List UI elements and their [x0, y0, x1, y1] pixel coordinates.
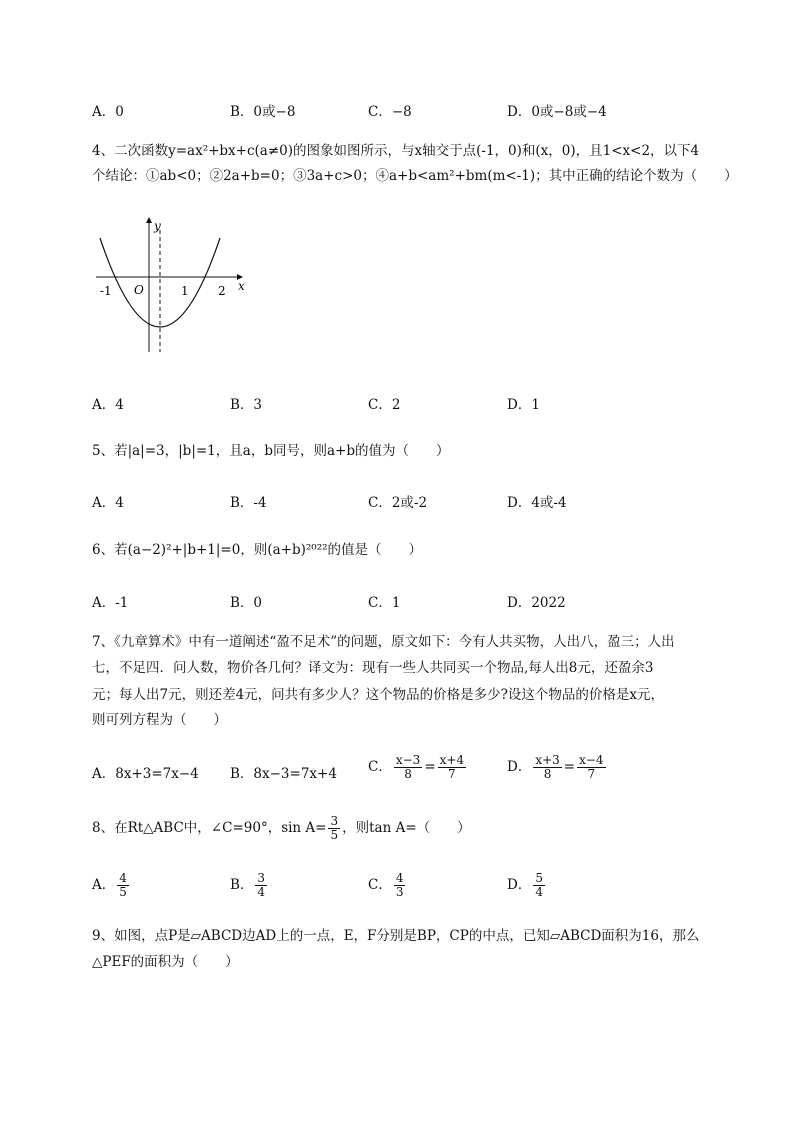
q3-option-a[interactable]: A．0 [92, 104, 124, 120]
q7-option-c-label: C． [368, 759, 392, 775]
q7-option-d-label: D． [507, 759, 532, 775]
q8-stem-suffix: ，则tan A=（ ） [342, 820, 471, 836]
origin-label: O [134, 283, 144, 297]
q3-option-c[interactable]: C．−8 [368, 104, 412, 120]
q6-option-b[interactable]: B．0 [230, 595, 263, 611]
q5-stem: 5、若|a|=3，|b|=1，且a，b同号，则a+b的值为（ ） [92, 443, 450, 459]
q3-option-d[interactable]: D．0或−8或−4 [507, 104, 607, 120]
q7-option-a[interactable]: A．8x+3=7x−4 [92, 766, 199, 782]
q4-option-c[interactable]: C．2 [368, 397, 401, 413]
q8-option-d[interactable]: D． $\frac{5}{4}$ [507, 871, 543, 899]
q6-option-a[interactable]: A．-1 [92, 595, 129, 611]
tick-minus-one: -1 [100, 284, 112, 298]
q8-sin-fraction: $\frac{3}{5}$ [330, 814, 339, 842]
q9-stem-line2: △PEF的面积为（ ） [92, 954, 239, 970]
tick-one: 1 [181, 284, 189, 298]
q6-stem: 6、若(a−2)²+|b+1|=0，则(a+b)²⁰²²的值是（ ） [92, 542, 423, 558]
q6-option-d[interactable]: D．2022 [507, 595, 566, 611]
q3-option-b[interactable]: B．0或−8 [230, 104, 296, 120]
q8-option-c[interactable]: C． $\frac{4}{3}$ [368, 871, 404, 899]
q8-stem-prefix: 8、在Rt△ABC中，∠C=90°，sin A= [92, 820, 327, 836]
q7-stem-line3: 元；每人出7元，则还差4元，问共有多少人？这个物品的价格是多少?设这个物品的价格是x元， [92, 687, 665, 703]
q5-option-c[interactable]: C．2或-2 [368, 495, 428, 511]
q4-parabola-graph [92, 212, 257, 362]
tick-two: 2 [218, 284, 226, 298]
q4-option-b[interactable]: B．3 [230, 397, 263, 413]
equals-sign: = [563, 759, 576, 775]
q7-option-c-fraction-left: $\frac{x-3}{8}$ [395, 753, 421, 781]
q8-stem [92, 815, 471, 842]
q7-option-c-fraction-right: $\frac{x+4}{7}$ [439, 753, 465, 781]
y-axis-label: y [154, 219, 161, 233]
q7-option-d[interactable] [507, 754, 608, 781]
x-axis-label: x [238, 279, 245, 293]
q9-stem-line1: 9、如图，点P是▱ABCD边AD上的一点，E，F分别是BP，CP的中点，已知▱ABCD面积为16，那么 [92, 928, 700, 944]
q6-option-c[interactable]: C．1 [368, 595, 401, 611]
q7-option-b[interactable]: B．8x−3=7x+4 [230, 766, 337, 782]
q4-stem-line1: 4、二次函数y=ax²+bx+c(a≠0)的图象如图所示，与x轴交于点(-1，0)和(x，0)，且1<x<2，以下4 [92, 143, 700, 159]
q7-option-c[interactable] [368, 754, 468, 781]
q7-stem-line1: 7、《九章算术》中有一道阐述“盈不足术”的问题，原文如下：今有人共买物，人出八，盈三；人出 [92, 634, 675, 650]
q5-option-a[interactable]: A．4 [92, 495, 124, 511]
q4-stem-line2: 个结论：①ab<0；②2a+b=0；③3a+c>0；④a+b<am²+bm(m<-1)；其中正确的结论个数为（ ） [92, 168, 738, 184]
q7-option-d-fraction-right: $\frac{x-4}{7}$ [579, 753, 604, 781]
equals-sign: = [424, 759, 436, 775]
q8-option-b[interactable]: B． $\frac{3}{4}$ [230, 871, 266, 899]
q4-option-d[interactable]: D．1 [507, 397, 540, 413]
q4-option-a[interactable]: A．4 [92, 397, 124, 413]
q5-option-b[interactable]: B．-4 [230, 495, 267, 511]
q8-option-a[interactable]: A． $\frac{4}{5}$ [92, 871, 127, 899]
q7-option-d-fraction-left: $\frac{x+3}{8}$ [535, 753, 560, 781]
q7-stem-line2: 七，不足四．问人数，物价各几何？译文为：现有一些人共同买一个物品,每人出8元，还盈余3 [92, 660, 654, 676]
q7-stem-line4: 则可列方程为（ ） [92, 712, 227, 728]
q5-option-d[interactable]: D．4或-4 [507, 495, 567, 511]
